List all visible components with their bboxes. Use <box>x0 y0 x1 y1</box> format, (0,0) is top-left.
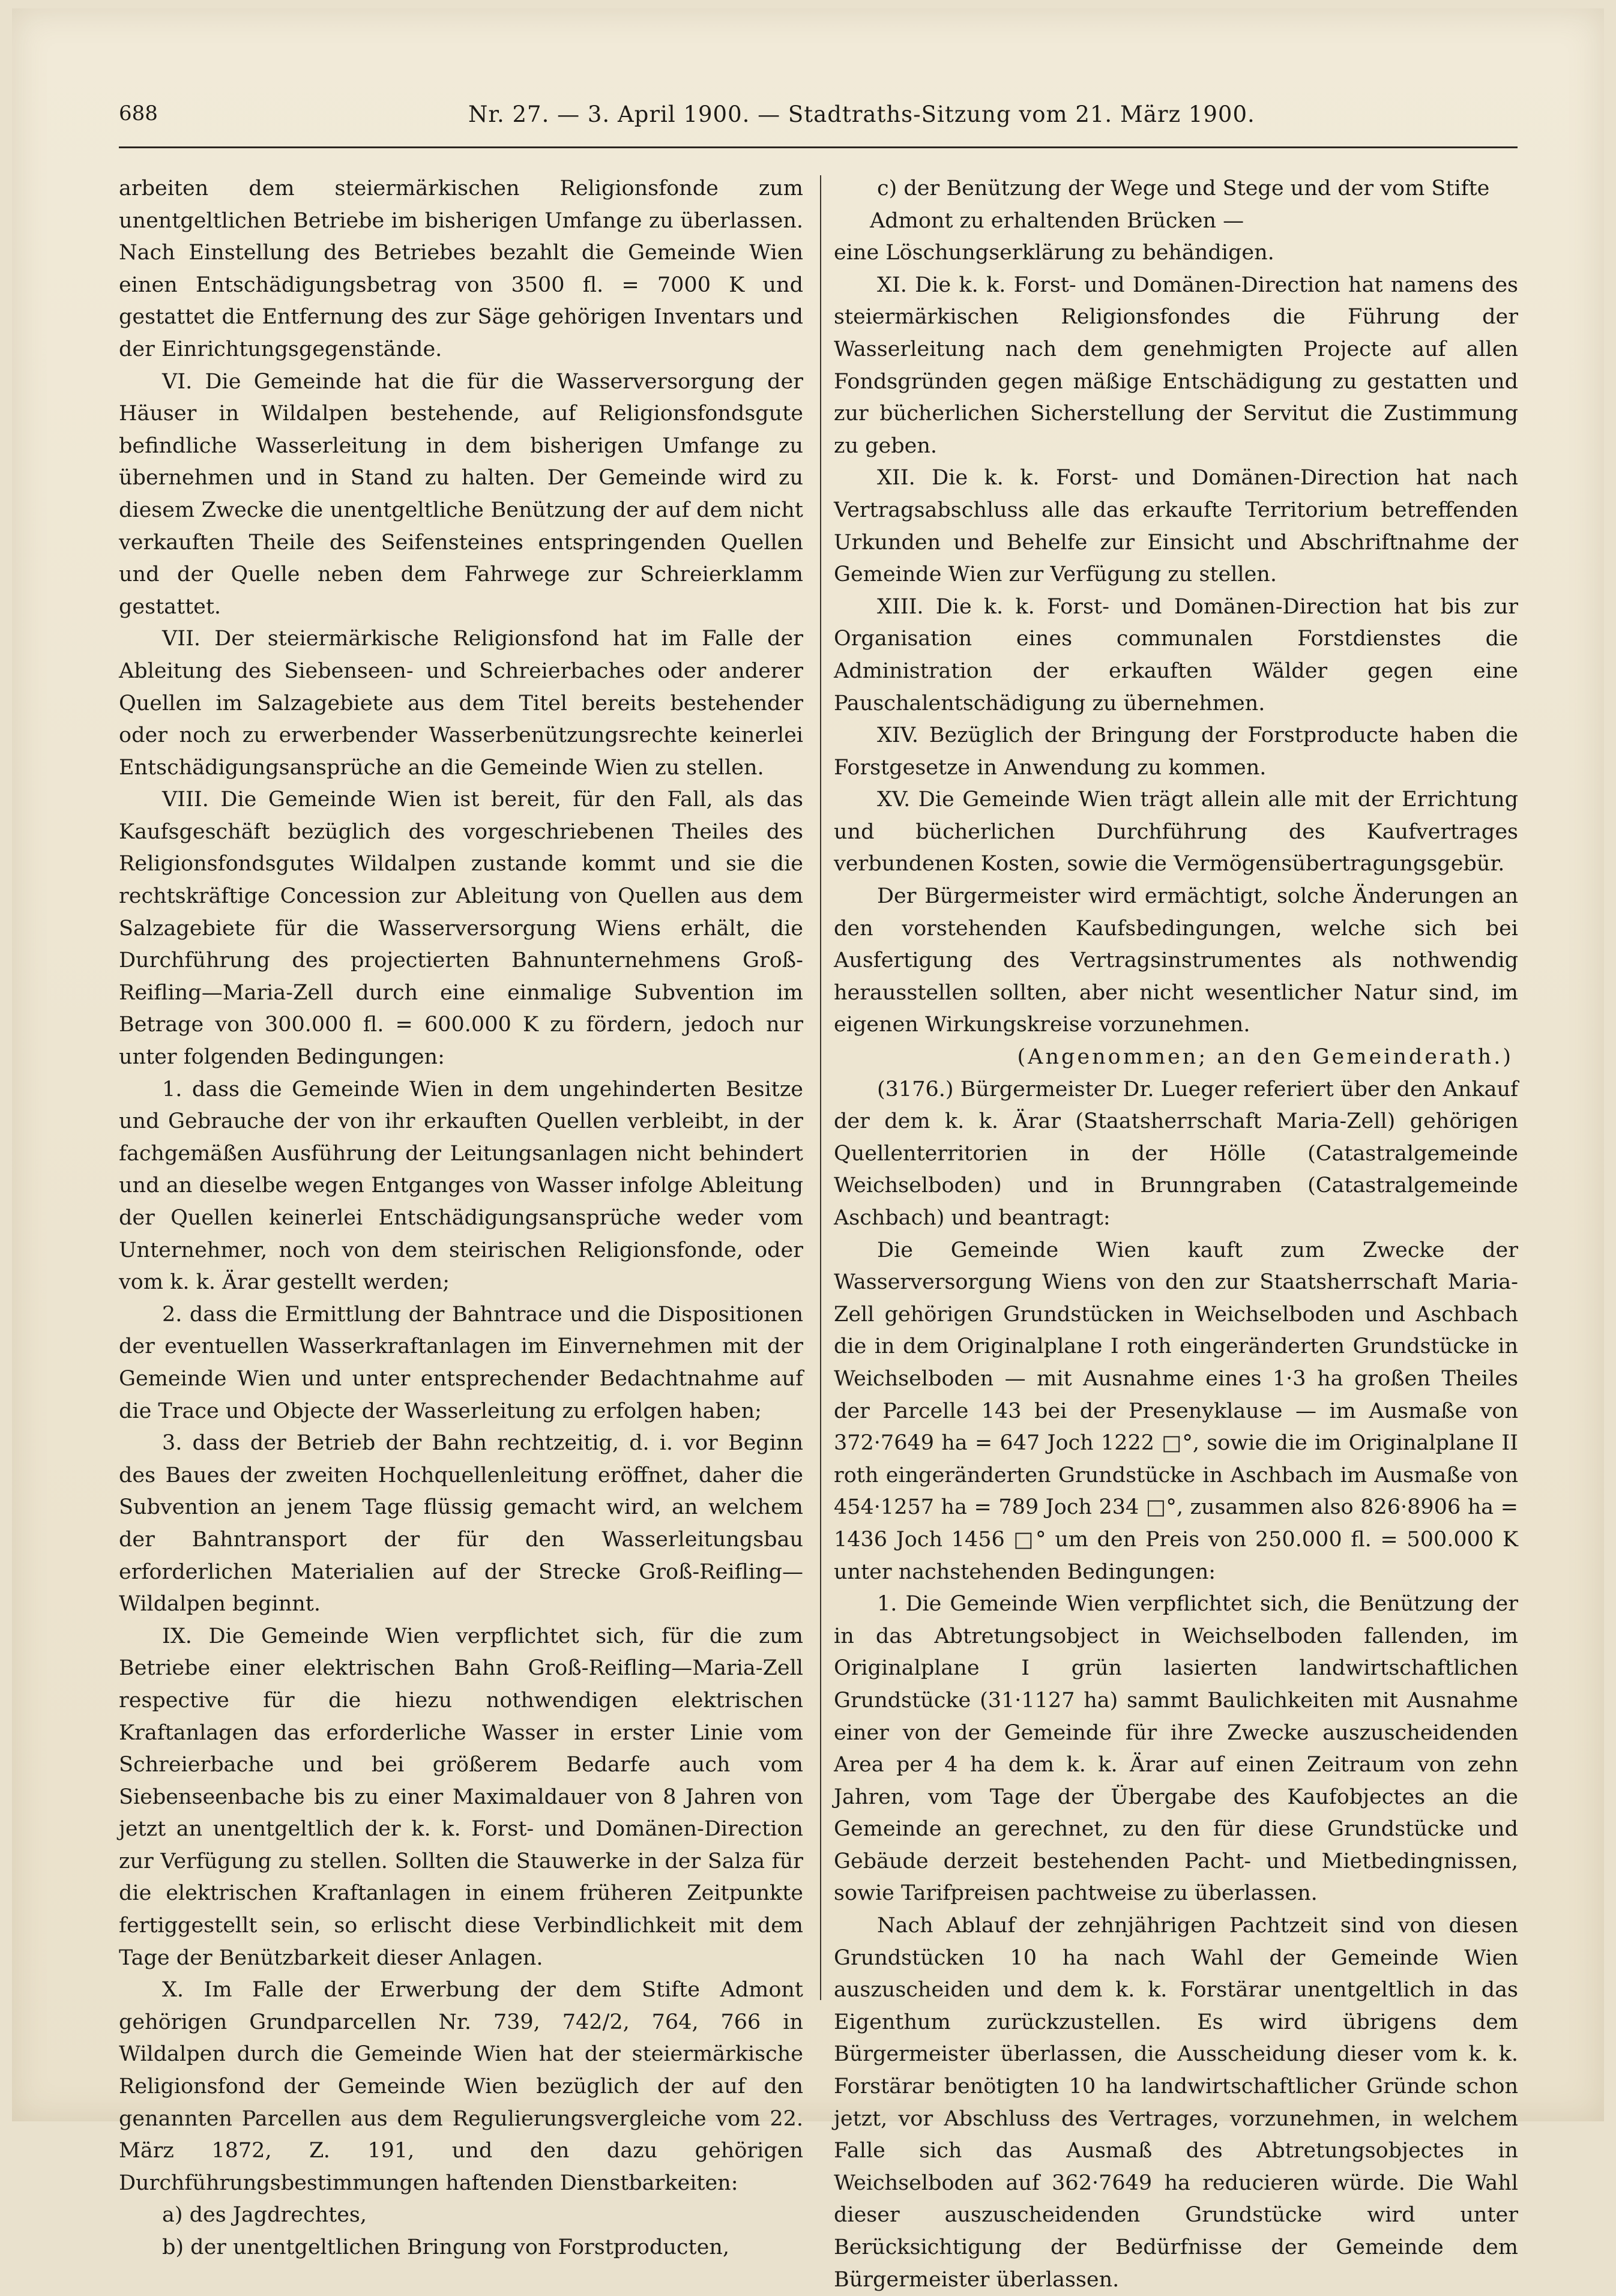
header-rule <box>119 146 1518 148</box>
paragraph: XV. Die Gemeinde Wien trägt allein alle mit der Errichtung und bücherlichen Durchführung des Kaufvertrages verbundenen Kosten, sowie die Vermögensübertragungsgebür. <box>834 788 1518 876</box>
page-number: 688 <box>119 101 158 125</box>
paragraph: 1. Die Gemeinde Wien verpflichtet sich, die Benützung der in das Abtretungsobject in Weichselboden fallenden, im Originalplane I grün lasierten landwirtschaftlichen Grundstücke (31·1127 ha) sammt Baulichkeiten mit Ausnahme einer von der Gemeinde für ihre Zwecke auszuscheidenden Area per 4 ha dem k. k. Ärar auf einen Zeitraum von zehn Jahren, vom Tage der Übergabe des Kaufobjectes an die Gemeinde an gerechnet, zu den für diese Grundstücke und Gebäude derzeit bestehenden Pacht- und Mietbedingnissen, sowie Tarifpreisen pachtweise zu überlassen. <box>834 1592 1518 1906</box>
paragraph: eine Löschungserklärung zu behändigen. <box>834 241 1274 265</box>
paragraph: c) der Benützung der Wege und Stege und der vom Stifte <box>877 176 1490 200</box>
issue-title: Nr. 27. — 3. April 1900. — Stadtraths-Sitzung vom 21. März 1900. <box>468 101 1255 127</box>
right-column <box>834 173 1518 2296</box>
paragraph: arbeiten dem steiermärkischen Religionsfonde zum unentgeltlichen Betriebe im bisherigen Umfange zu überlassen. Nach Einstellung des Betriebes bezahlt die Gemeinde Wien einen Entschädigungsbetrag von 3500 fl. = 7000 K und gestattet die Entfernung des zur Säge gehörigen Inventars und der Einrichtungsgegenstände. <box>119 176 803 361</box>
paragraph: 1. dass die Gemeinde Wien in dem ungehinderten Besitze und Gebrauche der von ihr erkauften Quellen verbleibt, in der fachgemäßen Ausführung der Leitungsanlagen nicht behindert und an dieselbe wegen Entganges von Wasser infolge Ableitung der Quellen keinerlei Entschädigungsansprüche weder vom Unternehmer, noch von dem steirischen Religionsfonde, oder vom k. k. Ärar gestellt werden; <box>119 1077 803 1295</box>
paragraph: 3. dass der Betrieb der Bahn rechtzeitig, d. i. vor Beginn des Baues der zweiten Hochquellenleitung eröffnet, daher die Subvention an jenem Tage flüssig gemacht wird, an welchem der Bahntransport der für den Wasserleitungsbau erforderlichen Materialien auf der Strecke Groß-Reifling—Wildalpen beginnt. <box>119 1431 803 1617</box>
paragraph: XII. Die k. k. Forst- und Domänen-Direction hat nach Vertragsabschluss alle das erkaufte Territorium betreffenden Urkunden und Behelfe zur Einsicht und Abschriftnahme der Gemeinde Wien zur Verfügung zu stellen. <box>834 466 1518 587</box>
paragraph: XIII. Die k. k. Forst- und Domänen-Direction hat bis zur Organisation eines communalen Forstdienstes die Administration der erkauften Wälder gegen eine Pauschalentschädigung zu übernehmen. <box>834 594 1518 716</box>
paragraph: Admont zu erhaltenden Brücken — <box>870 208 1244 233</box>
paragraph: a) des Jagdrechtes, <box>162 2203 367 2228</box>
resolution-note: (Angenommen; an den Gemeinderath.) <box>1017 1045 1513 1070</box>
paragraph: Die Gemeinde Wien kauft zum Zwecke der Wasserversorgung Wiens von den zur Staatsherrschaft Maria-Zell gehörigen Grundstücken in Weichselboden und Aschbach die in dem Originalplane I roth eingeränderten Grundstücke in Weichselboden — mit Ausnahme eines 1·3 ha großen Theiles der Parcelle 143 bei der Presenyklause — im Ausmaße von 372·7649 ha = 647 Joch 1222 □°, sowie die im Originalplane II roth eingeränderten Grundstücke in Aschbach im Ausmaße von 454·1257 ha = 789 Joch 234 □°, zusammen also 826·8906 ha = 1436 Joch 1456 □° um den Preis von 250.000 fl. = 500.000 K unter nachstehenden Bedingungen: <box>834 1238 1518 1584</box>
paragraph: IX. Die Gemeinde Wien verpflichtet sich, für die zum Betriebe einer elektrischen Bahn Groß-Reifling—Maria-Zell respective für die hiezu nothwendigen elektrischen Kraftanlagen das erforderliche Wasser in erster Linie vom Schreierbache und bei größerem Bedarfe auch vom Siebenseenbache bis zu einer Maximaldauer von 8 Jahren von jetzt an unentgeltlich der k. k. Forst- und Domänen-Direction zur Verfügung zu stellen. Sollten die Stauwerke in der Salza für die elektrischen Kraftanlagen in einem früheren Zeitpunkte fertiggestellt sein, so erlischt diese Verbindlichkeit mit dem Tage der Benützbarkeit dieser Anlagen. <box>119 1624 803 1970</box>
paragraph: Nach Ablauf der zehnjährigen Pachtzeit sind von diesen Grundstücken 10 ha nach Wahl der Gemeinde Wien auszuscheiden und dem k. k. Forstärar unentgeltlich in das Eigenthum zurückzustellen. Es wird übrigens dem Bürgermeister überlassen, die Ausscheidung dieser vom k. k. Forstärar benötigten 10 ha landwirtschaftlicher Gründe schon jetzt, vor Abschluss des Vertrages, vorzunehmen, in welchem Falle sich das Ausmaß des Abtretungsobjectes in Weichselboden auf 362·7649 ha reducieren würde. Die Wahl dieser auszuscheidenden Grundstücke wird unter Berücksichtigung der Bedürfnisse der Gemeinde dem Bürgermeister überlassen. <box>834 1914 1518 2292</box>
column-divider <box>820 175 821 2000</box>
left-column <box>119 173 803 2264</box>
paragraph: XI. Die k. k. Forst- und Domänen-Direction hat namens des steiermärkischen Religionsfondes die Führung der Wasserleitung nach dem genehmigten Projecte auf allen Fondsgründen gegen mäßige Entschädigung zu gestatten und zur bücherlichen Sicherstellung der Servitut die Zustimmung zu geben. <box>834 273 1518 458</box>
paragraph: VI. Die Gemeinde hat die für die Wasserversorgung der Häuser in Wildalpen bestehende, auf Religionsfondsgute befindliche Wasserleitung in dem bisherigen Umfange zu übernehmen und in Stand zu halten. Der Gemeinde wird zu diesem Zwecke die unentgeltliche Benützung der auf dem nicht verkauften Theile des Seifensteines entspringenden Quellen und der Quelle neben dem Fahrwege zur Schreierklamm gestattet. <box>119 369 803 619</box>
paragraph: VII. Der steiermärkische Religionsfond hat im Falle der Ableitung des Siebenseen- und Schreierbaches oder anderer Quellen im Salzagebiete aus dem Titel bereits bestehender oder noch zu erwerbender Wasserbenützungsrechte keinerlei Entschädigungsansprüche an die Gemeinde Wien zu stellen. <box>119 627 803 780</box>
paragraph: VIII. Die Gemeinde Wien ist bereit, für den Fall, als das Kaufsgeschäft bezüglich des vorgeschriebenen Theiles des Religionsfondsgutes Wildalpen zustande kommt und sie die rechtskräftige Concession zur Ableitung von Quellen aus dem Salzagebiete für die Wasserversorgung Wiens erhält, die Durchführung des projectierten Bahnunternehmens Groß-Reifling—Maria-Zell durch eine einmalige Subvention im Betrage von 300.000 fl. = 600.000 K zu fördern, jedoch nur unter folgenden Bedingungen: <box>119 788 803 1070</box>
paragraph: XIV. Bezüglich der Bringung der Forstproducte haben die Forstgesetze in Anwendung zu kommen. <box>834 723 1518 780</box>
paragraph: Der Bürgermeister wird ermächtigt, solche Änderungen an den vorstehenden Kaufsbedingungen, welche sich bei Ausfertigung des Vertragsinstrumentes als nothwendig herausstellen sollten, aber nicht wesentlicher Natur sind, im eigenen Wirkungskreise vorzunehmen. <box>834 884 1518 1037</box>
paragraph: 2. dass die Ermittlung der Bahntrace und die Dispositionen der eventuellen Wasserkraftanlagen im Einvernehmen mit der Gemeinde Wien und unter entsprechender Bedachtnahme auf die Trace und Objecte der Wasserleitung zu erfolgen haben; <box>119 1302 803 1423</box>
paragraph: b) der unentgeltlichen Bringung von Forstproducten, <box>162 2235 729 2259</box>
page-header <box>119 99 1518 135</box>
paragraph: (3176.) Bürgermeister Dr. Lueger referiert über den Ankauf der dem k. k. Ärar (Staatsherrschaft Maria-Zell) gehörigen Quellenterritorien in der Hölle (Catastralgemeinde Weichselboden) und in Brunngraben (Catastralgemeinde Aschbach) und beantragt: <box>834 1077 1518 1230</box>
paragraph: X. Im Falle der Erwerbung der dem Stifte Admont gehörigen Grundparcellen Nr. 739, 742/2, 764, 766 in Wildalpen durch die Gemeinde Wien hat der steiermärkische Religionsfond der Gemeinde Wien bezüglich der auf den genannten Parcellen aus dem Regulierungsvergleiche vom 22. März 1872, Z. 191, und den dazu gehörigen Durchführungsbestimmungen haftenden Dienstbarkeiten: <box>119 1978 803 2195</box>
